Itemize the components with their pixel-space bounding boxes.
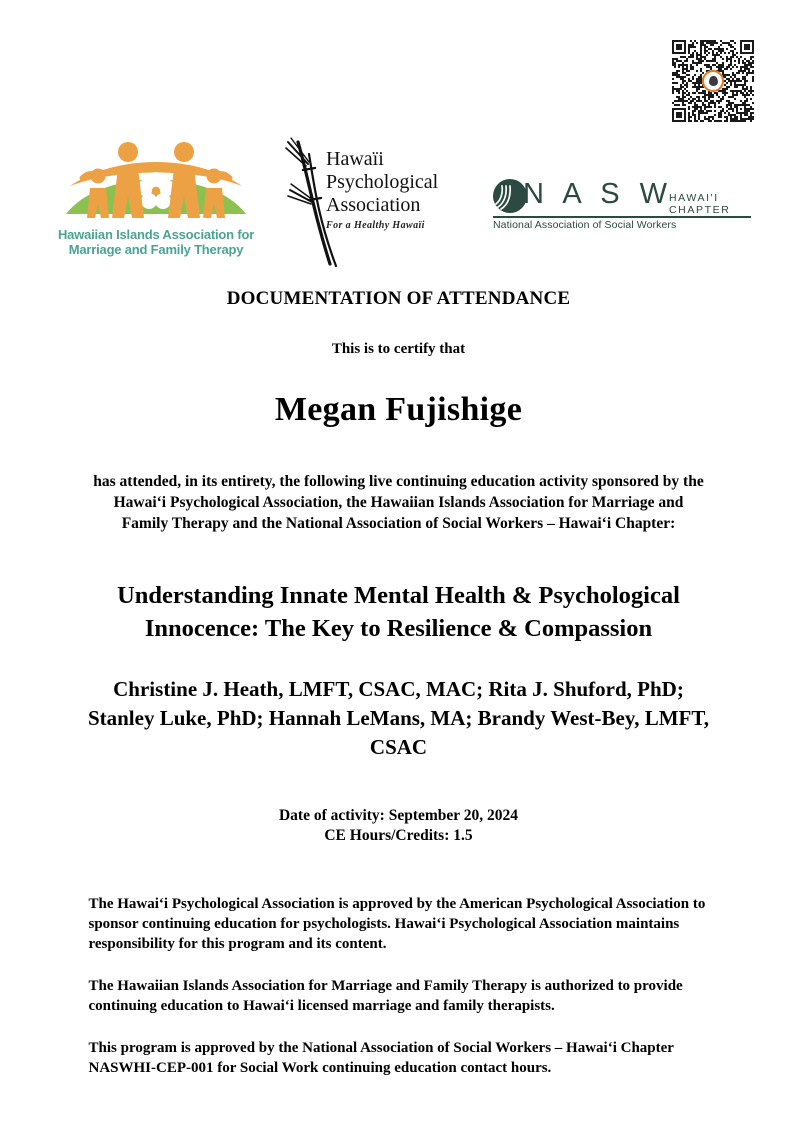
hiamft-logo-text-line1: Hawaiian Islands Association for — [57, 227, 255, 242]
nasw-divider — [493, 216, 751, 218]
activity-details — [0, 806, 797, 846]
hpa-logo-line3: Association — [326, 194, 421, 216]
nasw-full-name: National Association of Social Workers — [493, 219, 677, 231]
nasw-chapter-label: HAWAI'I CHAPTER — [669, 192, 731, 216]
activity-date: Date of activity: September 20, 2024 — [278, 807, 519, 824]
qr-center-mark-icon — [709, 76, 718, 86]
accreditation-paragraph: The Hawaiʻi Psychological Association is approved by the American Psychological Association to sponsor continuing education for psychologists. Hawaiʻi Psychological Association maintains responsibility for this program and its content. — [88, 896, 706, 952]
hpa-logo-tagline: For a Healthy Hawaïi — [326, 220, 425, 231]
accreditation-paragraph: This program is approved by the National Association of Social Workers – Hawaiʻi Chapter NASWHI-CEP-001 for Social Work continuing education contact hours. — [88, 1040, 674, 1076]
course-title: Understanding Innate Mental Health & Psychological Innocence: The Key to Resilience & Compassion — [117, 582, 680, 642]
hiamft-logo — [38, 138, 274, 257]
nasw-logo-main — [492, 178, 757, 231]
hpa-logo-line2: Psychological — [326, 171, 439, 193]
qr-code-center-logo — [702, 70, 724, 92]
accreditation-paragraph: The Hawaiian Islands Association for Marriage and Family Therapy is authorized to provide continuing education to Hawaiʻi licensed marriage and family therapists. — [88, 978, 683, 1014]
sponsor-logo-row — [0, 138, 797, 268]
ce-hours: CE Hours/Credits: 1.5 — [324, 827, 473, 844]
hiamft-logo-artwork — [56, 138, 256, 226]
hpa-logo — [278, 136, 468, 268]
nasw-logo — [492, 178, 757, 231]
qr-center-ring-icon — [702, 70, 724, 92]
hpa-logo-text — [326, 148, 468, 232]
certify-line: This is to certify that — [331, 341, 466, 357]
qr-code[interactable] — [672, 40, 754, 122]
accreditation-statements — [89, 894, 709, 1078]
page-title: DOCUMENTATION OF ATTENDANCE — [226, 288, 571, 309]
recipient-name: Megan Fujishige — [274, 391, 523, 428]
hiamft-logo-text — [38, 227, 274, 257]
nasw-acronym: N A S W — [523, 178, 673, 210]
hiamft-logo-text-line2: Marriage and Family Therapy — [68, 242, 244, 257]
hpa-logo-line1: Hawaïi — [326, 148, 384, 170]
attendance-statement: has attended, in its entirety, the following live continuing education activity sponsored by the Hawaiʻi Psychological Association, the Hawaiian Islands Association for Marriage and Family Therapy and the National Association of Social Workers – Hawaiʻi Chapter: — [93, 473, 704, 532]
presenter-list: Christine J. Heath, LMFT, CSAC, MAC; Rita J. Shuford, PhD; Stanley Luke, PhD; Hannah LeMans, MA; Brandy West-Bey, LMFT, CSAC — [87, 677, 710, 759]
certificate-content — [0, 288, 797, 1078]
